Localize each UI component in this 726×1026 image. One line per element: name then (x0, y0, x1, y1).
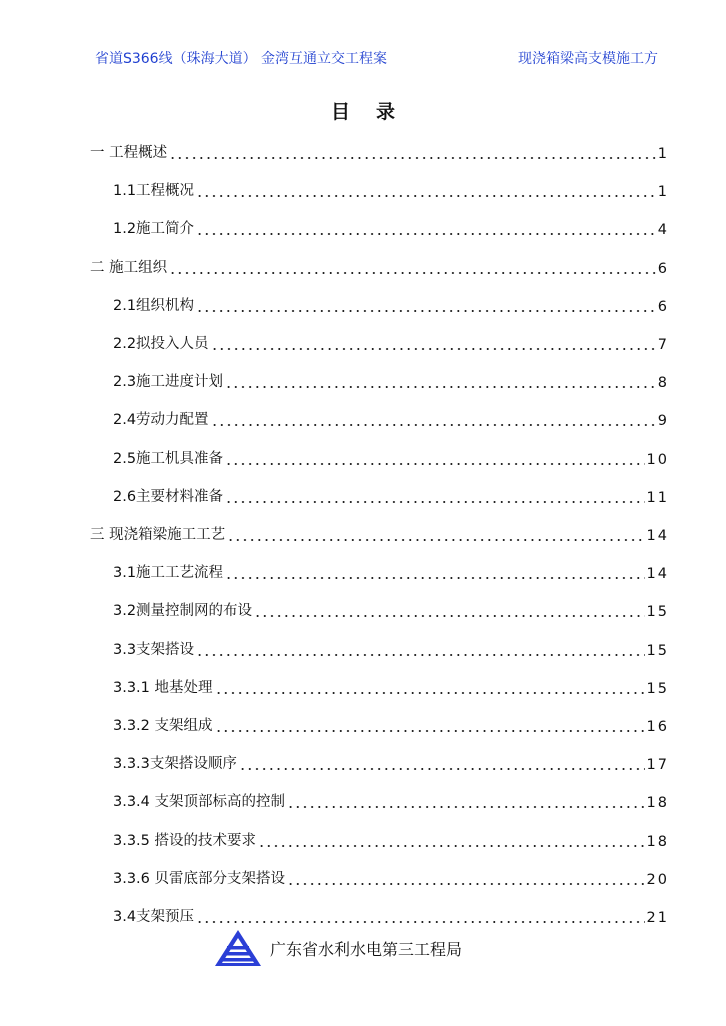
toc-entry[interactable] (113, 331, 669, 353)
toc-entry-page-number: 14 (646, 566, 669, 583)
toc-leader-dots (196, 195, 656, 197)
toc-entry-page-number: 15 (646, 642, 669, 659)
triangle-logo-icon (214, 929, 262, 967)
toc-entry-page-number: 7 (657, 337, 669, 353)
toc-entry[interactable] (113, 866, 669, 888)
toc-entry[interactable] (113, 178, 669, 200)
toc-entry-label: 3.3.6 贝雷底部分支架搭设 (113, 870, 286, 887)
toc-leader-dots (211, 424, 656, 426)
toc-leader-dots (227, 539, 644, 541)
toc-entry-page-number: 15 (646, 604, 669, 621)
toc-leader-dots (225, 386, 656, 388)
toc-entry-page-number: 11 (646, 489, 669, 506)
toc-entry-page-number: 1 (657, 146, 669, 162)
toc-entry-label: 3.3.2 支架组成 (113, 718, 213, 734)
toc-entry[interactable] (113, 675, 669, 697)
toc-entry[interactable] (113, 484, 669, 506)
toc-entry[interactable] (90, 140, 669, 162)
toc-entry-page-number: 16 (646, 719, 669, 735)
toc-leader-dots (258, 845, 645, 847)
toc-entry-label: 三 现浇箱梁施工工艺 (90, 527, 226, 543)
toc-entry-label: 2.4劳动力配置 (113, 412, 209, 429)
toc-entry[interactable] (113, 407, 669, 429)
toc-entry-page-number: 15 (646, 680, 669, 697)
toc-leader-dots (169, 272, 656, 274)
toc-entry-page-number: 18 (646, 833, 669, 850)
toc-entry-label: 3.3.4 支架顶部标高的控制 (113, 794, 286, 811)
toc-leader-dots (225, 501, 644, 503)
header-project-name: 省道S366线（珠海大道） 金湾互通立交工程案 (94, 51, 388, 67)
toc-entry-label: 3.3.3支架搭设顺序 (113, 756, 237, 773)
toc-entry-page-number: 6 (657, 260, 669, 277)
page-title: 目录 (330, 101, 421, 123)
toc-entry-label: 3.2测量控制网的布设 (113, 603, 253, 620)
toc-leader-dots (225, 463, 644, 465)
toc-entry-page-number: 17 (646, 757, 669, 774)
toc-entry-page-number: 8 (657, 375, 669, 392)
toc-entry-label: 3.3.5 搭设的技术要求 (113, 832, 257, 849)
toc-entry-page-number: 6 (657, 298, 669, 315)
toc-entry-label: 3.4支架预压 (113, 909, 195, 925)
toc-entry-label: 3.3支架搭设 (113, 641, 195, 658)
toc-entry[interactable] (113, 369, 669, 391)
toc-entry-label: 3.3.1 地基处理 (113, 679, 213, 696)
toc-entry-page-number: 20 (646, 871, 669, 888)
toc-leader-dots (196, 310, 656, 312)
toc-leader-dots (196, 233, 656, 235)
toc-entry-page-number: 18 (646, 795, 669, 812)
footer-organization: 广东省水利水电第三工程局 (270, 939, 463, 959)
toc-entry-label: 1.1工程概况 (113, 183, 195, 200)
toc-entry[interactable] (90, 255, 669, 277)
toc-leader-dots (287, 883, 645, 885)
toc-leader-dots (225, 577, 644, 579)
toc-entry[interactable] (113, 216, 669, 238)
toc-entry[interactable] (113, 446, 669, 468)
toc-entry-page-number: 1 (657, 184, 669, 201)
toc-entry[interactable] (113, 637, 669, 659)
toc-entry-page-number: 14 (646, 528, 669, 544)
toc-entry-label: 1.2施工简介 (113, 221, 195, 238)
toc-entry-page-number: 21 (646, 910, 669, 926)
toc-entry-label: 2.3施工进度计划 (113, 374, 224, 391)
toc-leader-dots (215, 692, 645, 694)
toc-entry-label: 一 工程概述 (90, 145, 168, 161)
toc-entry-label: 2.6主要材料准备 (113, 488, 224, 505)
toc-entry-page-number: 4 (657, 222, 669, 239)
toc-leader-dots (215, 730, 645, 732)
toc-entry-label: 2.2拟投入人员 (113, 336, 209, 352)
toc-leader-dots (211, 348, 656, 350)
toc-leader-dots (254, 615, 644, 617)
toc-entry[interactable] (113, 293, 669, 315)
toc-entry-label: 2.1组织机构 (113, 297, 195, 314)
toc-leader-dots (196, 921, 644, 923)
toc-entry[interactable] (113, 560, 669, 582)
toc-entry[interactable] (113, 828, 669, 850)
toc-entry[interactable] (113, 713, 669, 735)
toc-entry-page-number: 10 (646, 451, 669, 468)
toc-entry[interactable] (113, 598, 669, 620)
toc-leader-dots (196, 654, 644, 656)
toc-entry[interactable] (113, 789, 669, 811)
toc-entry-label: 3.1施工工艺流程 (113, 565, 224, 582)
toc-leader-dots (239, 768, 645, 770)
toc-entry[interactable] (113, 751, 669, 773)
toc-leader-dots (287, 806, 645, 808)
toc-entry[interactable] (90, 522, 669, 544)
footer (214, 928, 462, 968)
toc-entry-page-number: 9 (657, 413, 669, 430)
toc-entry[interactable] (113, 904, 669, 926)
toc-leader-dots (169, 157, 656, 159)
toc-entry-label: 2.5施工机具准备 (113, 450, 224, 467)
header-document-title: 现浇箱梁高支模施工方 (518, 51, 658, 67)
toc-entry-label: 二 施工组织 (90, 259, 168, 276)
